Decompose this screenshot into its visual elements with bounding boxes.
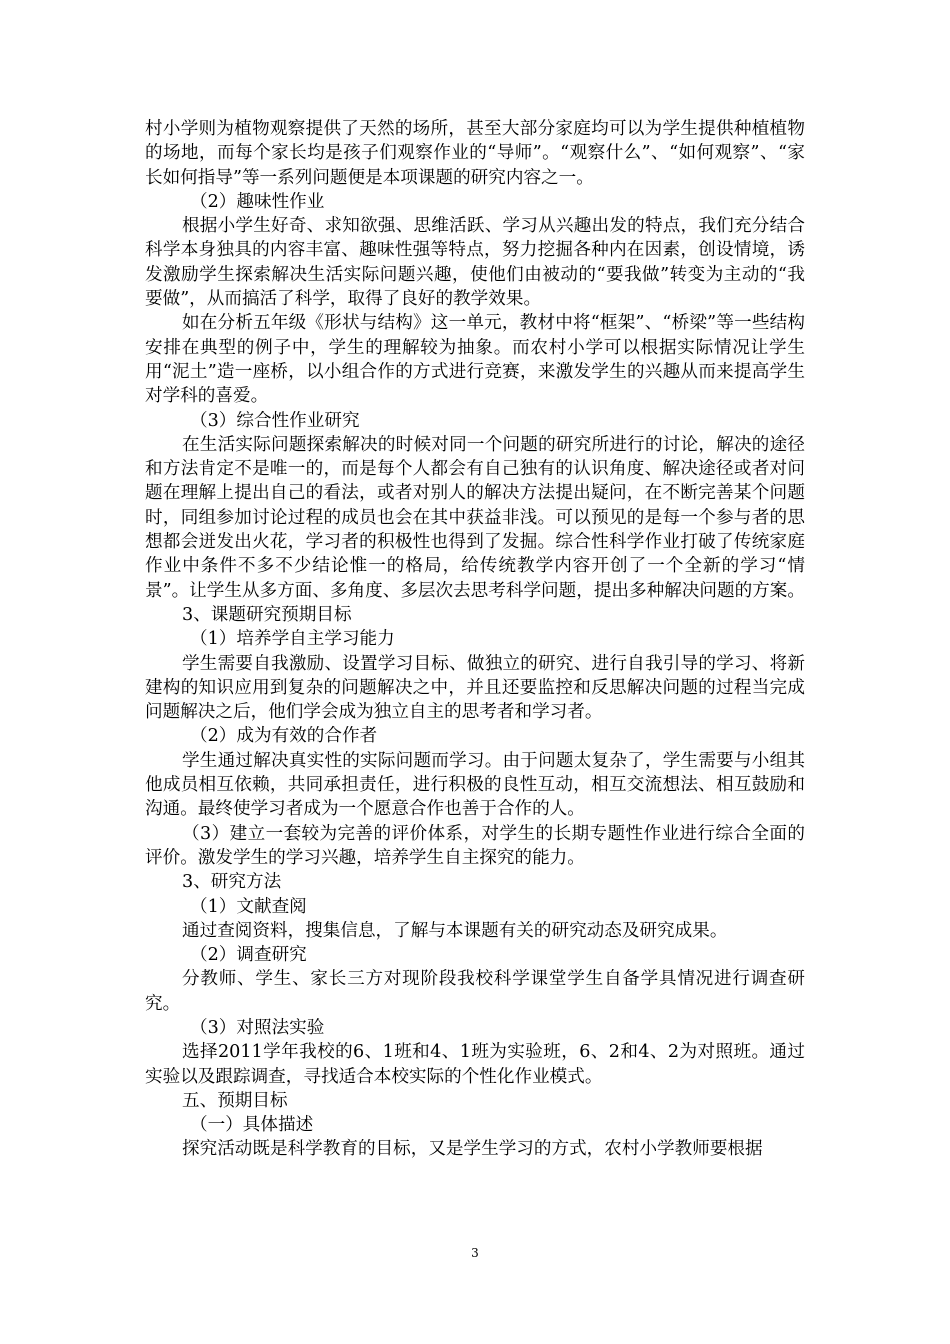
body-paragraph: 通过查阅资料，搜集信息，了解与本课题有关的研究动态及研究成果。 (182, 920, 728, 941)
body-paragraph: 如在分析五年级《形状与结构》这一单元，教材中将“框架”、“桥梁”等一些结构安排在典型的例子中，学生的理解较为抽象。而农村小学可以根据实际情况让学生用“泥土”造一座桥，以小组合作的方式进行竞赛，来激发学生的兴趣从而来提高学生对学科的喜爱。 (145, 313, 805, 407)
subsection-heading: （2）成为有效的合作者 (190, 726, 378, 747)
body-paragraph: 根据小学生好奇、求知欲强、思维活跃、学习从兴趣出发的特点，我们充分结合科学本身独具的内容丰富、趣味性强等特点，努力挖掘各种内在因素，创设情境，诱发激励学生探索解决生活实际问题兴趣，使他们由被动的“要我做”转变为主动的“我要做”，从而搞活了科学，取得了良好的教学效果。 (145, 216, 805, 310)
body-paragraph: 村小学则为植物观察提供了天然的场所，甚至大部分家庭均可以为学生提供种植植物的场地，而每个家长均是孩子们观察作业的“导师”。“观察什么”、“如何观察”、“家长如何指导”等一系列问题便是本项课题的研究内容之一。 (145, 119, 805, 188)
body-paragraph: 学生需要自我激励、设置学习目标、做独立的研究、进行自我引导的学习、将新建构的知识应用到复杂的问题解决之中，并且还要监控和反思解决问题的过程当完成问题解决之后，他们学会成为独立自主的思考者和学习者。 (145, 653, 805, 723)
body-paragraph: 学生通过解决真实性的实际问题而学习。由于问题太复杂了，学生需要与小组其他成员相互依赖，共同承担责任，进行积极的良性互动，相互交流想法、相互鼓励和沟通。最终使学习者成为一个愿意合作也善于合作的人。 (145, 750, 805, 820)
page-number: 3 (471, 1246, 479, 1260)
subsection-heading: （1）培养学自主学习能力 (190, 629, 395, 650)
body-paragraph: 分教师、学生、家长三方对现阶段我校科学课堂学生自备学具情况进行调查研究。 (145, 969, 805, 1014)
section-heading: 五、预期目标 (182, 1090, 288, 1111)
subsection-heading: （3）对照法实验 (190, 1017, 325, 1038)
subsection-heading: （3）综合性作业研究 (190, 410, 360, 431)
document-body (145, 117, 805, 1162)
body-paragraph: 探究活动既是科学教育的目标，又是学生学习的方式，农村小学教师要根据 (182, 1139, 763, 1160)
section-heading: 3、课题研究预期目标 (182, 604, 352, 625)
subsection-heading: （2）调查研究 (190, 945, 307, 966)
body-paragraph: 选择2011学年我校的6、1班和4、1班为实验班，6、2和4、2为对照班。通过实验以及跟踪调查，寻找适合本校实际的个性化作业模式。 (145, 1042, 805, 1087)
body-paragraph: 在生活实际问题探索解决的时候对同一个问题的研究所进行的讨论，解决的途径和方法肯定不是唯一的，而是每个人都会有自己独有的认识角度、解决途径或者对问题在理解上提出自己的看法，或者对别人的解决方法提出疑问，在不断完善某个问题时，同组参加讨论过程的成员也会在其中获益非浅。可以预见的是每一个参与者的思想都会迸发出火花，学习者的积极性也得到了发掘。综合性科学作业打破了传统家庭作业中条件不多不少结论惟一的格局，给传统教学内容开创了一个全新的学习“情景”。让学生从多方面、多角度、多层次去思考科学问题，提出多种解决问题的方案。 (145, 434, 805, 601)
section-heading: 3、研究方法 (182, 872, 282, 893)
subsection-heading: （一）具体描述 (190, 1115, 314, 1136)
body-paragraph: （3）建立一套较为完善的评价体系，对学生的长期专题性作业进行综合全面的评价。激发学生的学习兴趣，培养学生自主探究的能力。 (145, 823, 805, 868)
subsection-heading: （2）趣味性作业 (190, 191, 325, 212)
subsection-heading: （1）文献查阅 (190, 896, 307, 917)
